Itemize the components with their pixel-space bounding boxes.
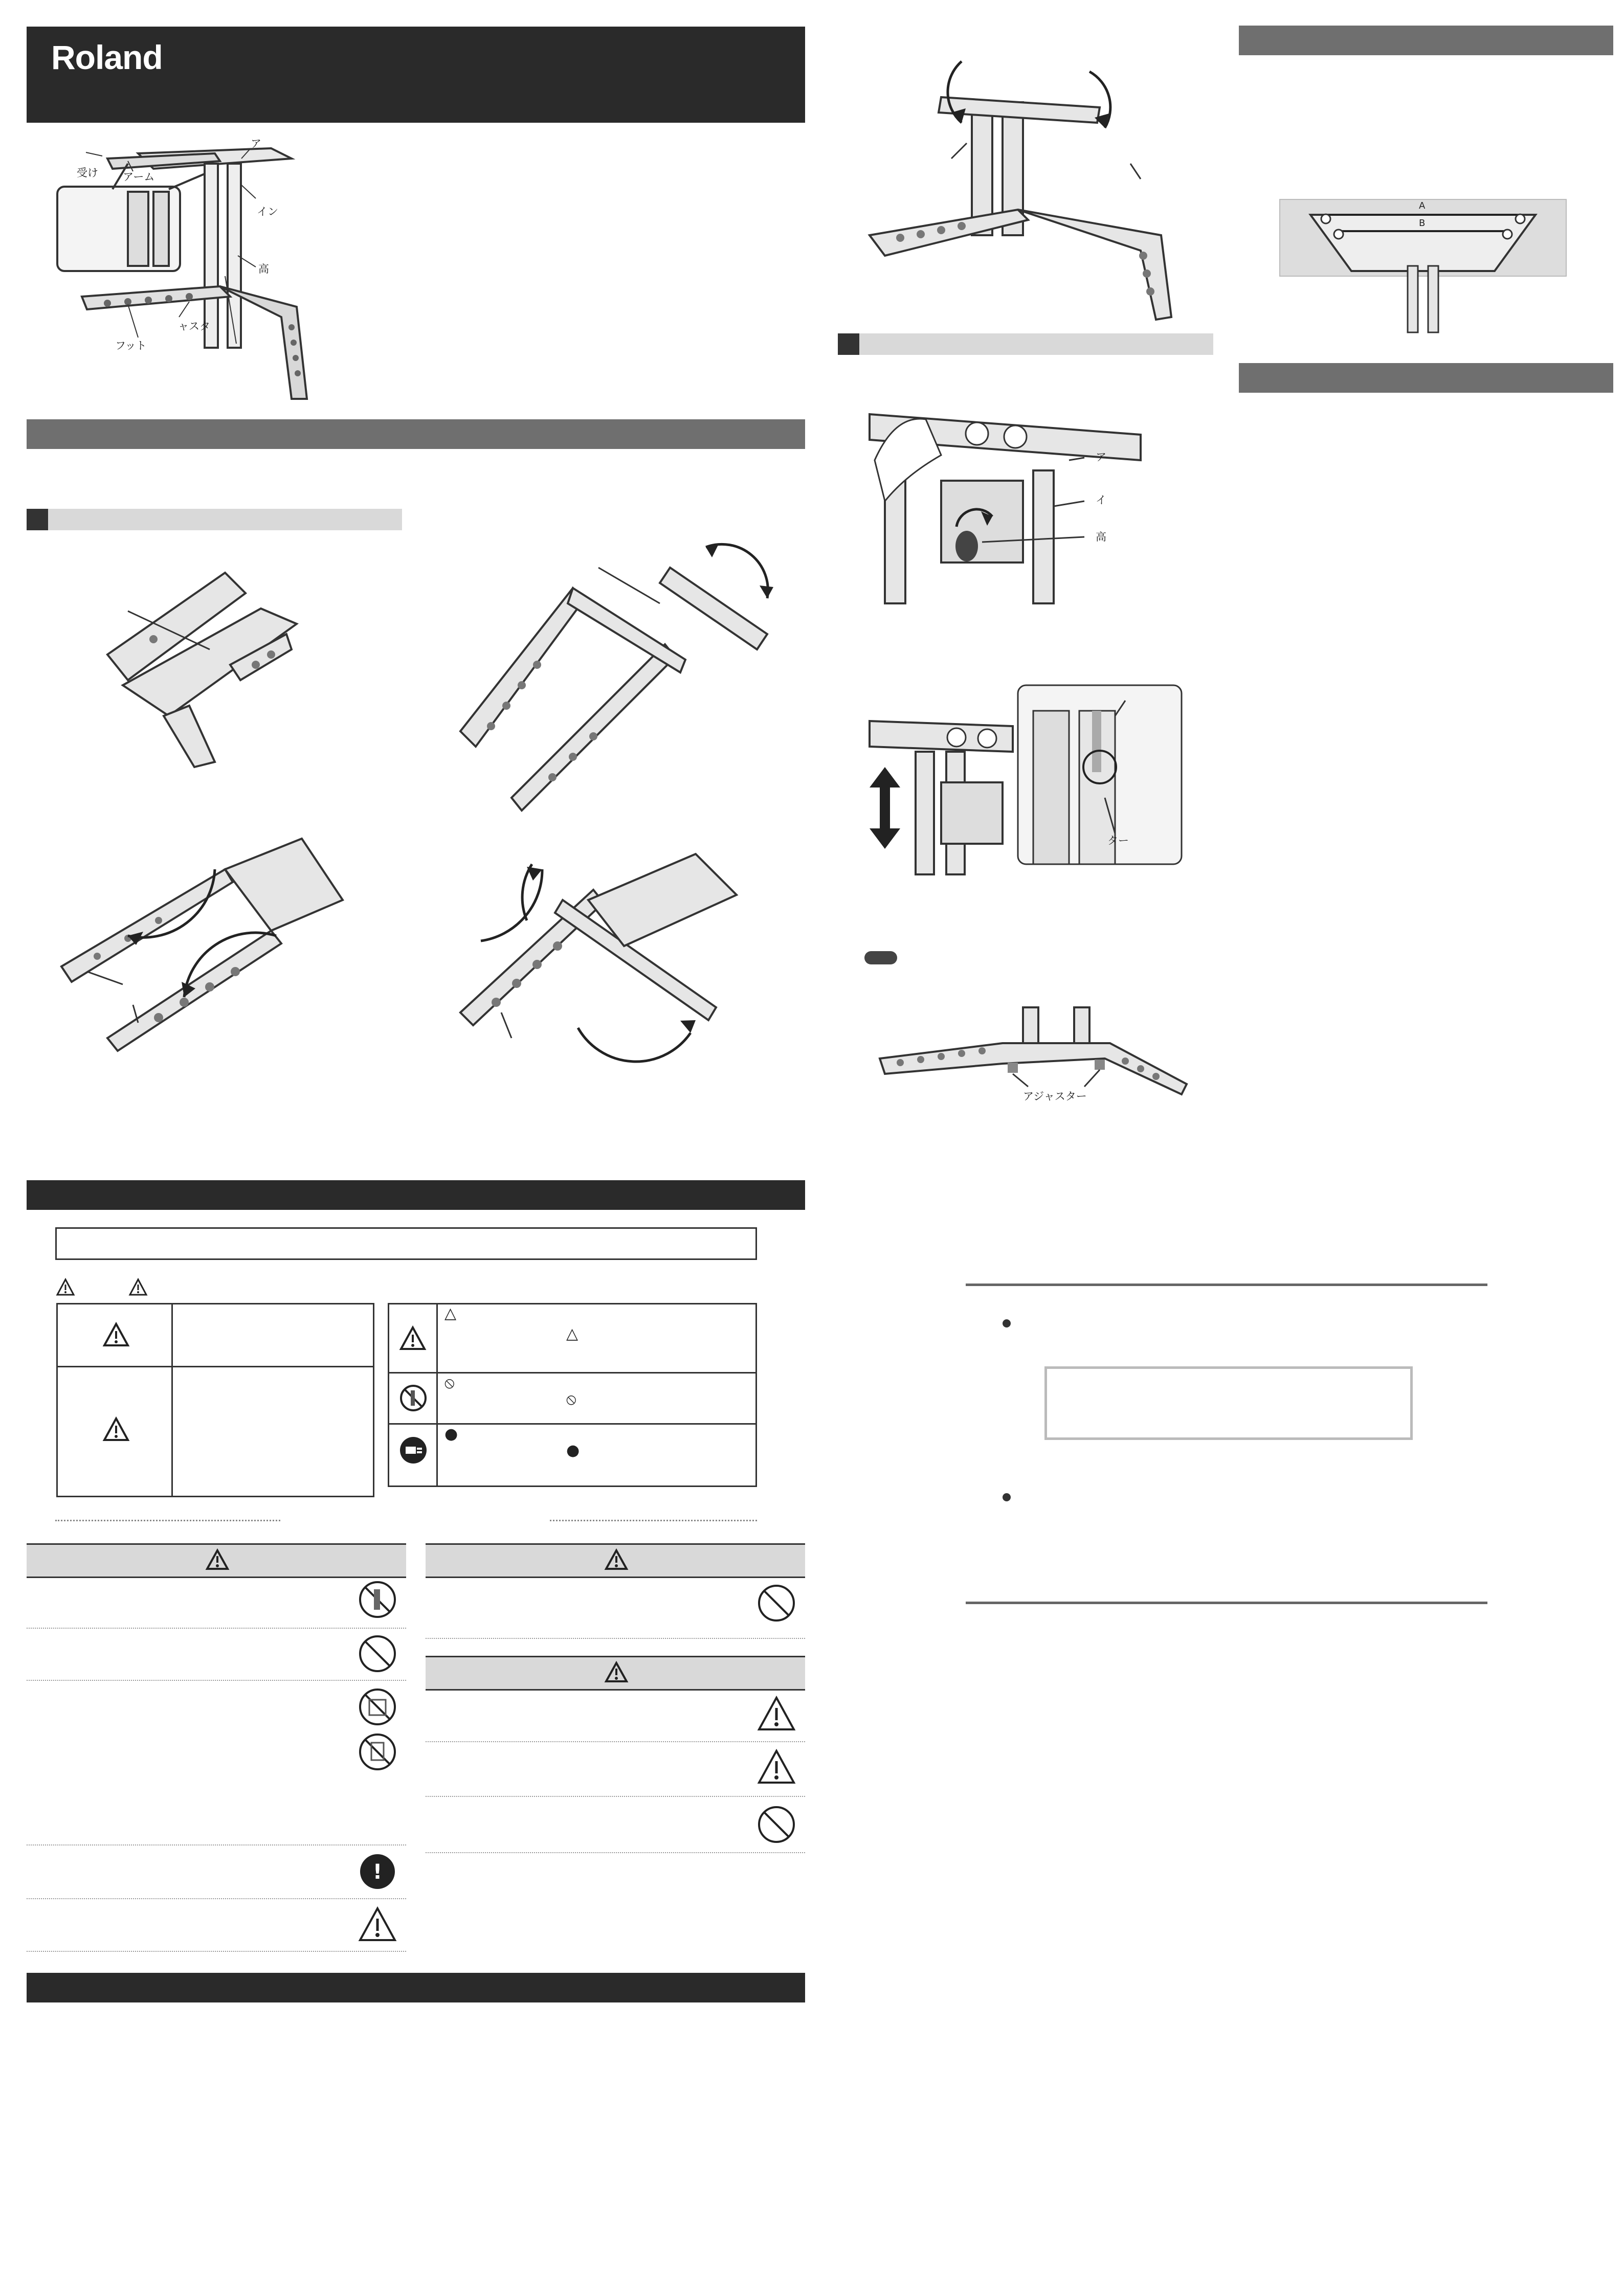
bullet-2	[1003, 1493, 1011, 1501]
fold-out-illustration	[864, 41, 1192, 327]
section-bar-arm-width	[1239, 26, 1613, 55]
row-separator	[426, 1852, 805, 1853]
prohibited-icon	[757, 1584, 796, 1623]
part-label-arm: アーム	[123, 171, 155, 183]
height-adjust-illustration	[864, 404, 1151, 609]
memo-badge	[864, 951, 897, 964]
warning-icon	[605, 1549, 628, 1570]
warning-icon	[103, 1322, 129, 1347]
part-label-foot: フット	[115, 340, 147, 352]
warning-header	[27, 1543, 406, 1578]
subsection-bar	[859, 333, 1213, 355]
section-bar-assembly	[27, 419, 805, 449]
section-bar-safety	[27, 1180, 805, 1210]
caution-icon	[757, 1749, 796, 1785]
adjuster-illustration	[870, 1002, 1197, 1115]
adjust-label-i: イ	[1096, 494, 1106, 506]
row-separator	[426, 1796, 805, 1797]
row-separator	[27, 1680, 406, 1681]
dotted-separator	[550, 1520, 757, 1521]
section-bar-notes	[1239, 363, 1613, 393]
symbol-mandatory-marker-inline: ●	[566, 1442, 580, 1459]
caution-icon	[757, 1696, 796, 1731]
step-illustration-1	[92, 562, 307, 777]
no-water-icon	[358, 1687, 397, 1726]
caution-header	[426, 1656, 805, 1691]
danger-levels-box	[56, 1303, 374, 1497]
subsection-bar	[48, 509, 402, 530]
part-label-receiver: 受け	[77, 167, 98, 179]
part-label-in: イン	[257, 206, 278, 218]
row-separator	[426, 1638, 805, 1639]
warning-icon	[206, 1549, 229, 1570]
width-label-a: A	[1419, 200, 1426, 211]
row-separator	[27, 1951, 406, 1952]
adjust-label-height: 高	[1096, 531, 1106, 543]
row-separator	[426, 1741, 805, 1742]
no-disassembly-icon	[358, 1580, 397, 1619]
adjuster-label: アジャスター	[1023, 1090, 1087, 1102]
symbol-legend-box	[388, 1303, 757, 1487]
prohibited-icon	[358, 1634, 397, 1673]
step-illustration-4	[450, 839, 767, 1069]
parts-diagram	[51, 133, 338, 409]
part-label-caster: ャスタ	[178, 320, 210, 332]
caution-icon	[605, 1661, 628, 1683]
notice-frame	[55, 1227, 757, 1260]
symbol-prohibit-marker-inline: ⦸	[566, 1390, 576, 1408]
subsection-marker	[27, 509, 48, 530]
symbol-prohibit-marker: ⦸	[444, 1374, 455, 1392]
brand-logo: Roland	[51, 38, 163, 76]
arm-width-illustration	[1280, 199, 1566, 332]
warning-icon	[56, 1278, 75, 1296]
note-top-rule	[966, 1284, 1487, 1286]
mandatory-mark: !	[372, 1860, 383, 1884]
row-separator	[27, 1898, 406, 1899]
note-bottom-rule	[966, 1602, 1487, 1604]
warning-header-2	[426, 1543, 805, 1578]
row-separator	[27, 1628, 406, 1629]
step-illustration-2	[450, 527, 777, 813]
mandatory-icon	[358, 1852, 397, 1891]
attention-icon	[399, 1326, 426, 1350]
note-inner-box	[1044, 1366, 1413, 1440]
header-bar	[27, 27, 805, 123]
symbol-triangle-marker: △	[444, 1304, 457, 1322]
bullet-1	[1003, 1319, 1011, 1327]
part-label-height: 高	[258, 263, 269, 275]
symbol-mandatory-marker: ●	[444, 1425, 458, 1443]
step-illustration-3	[56, 813, 363, 1053]
caution-icon	[358, 1906, 397, 1942]
no-wet-hands-icon	[358, 1732, 397, 1771]
dotted-separator	[55, 1520, 280, 1521]
symbol-triangle-marker-inline: △	[566, 1325, 579, 1343]
slide-adjust-illustration	[864, 680, 1187, 874]
caution-icon	[129, 1278, 147, 1296]
prohibited-icon	[757, 1805, 796, 1844]
section-bar-specs	[27, 1973, 805, 2002]
width-label-b: B	[1419, 218, 1426, 229]
part-label-a: ア	[251, 138, 261, 150]
no-disassembly-icon	[399, 1384, 427, 1412]
subsection-marker	[838, 333, 859, 355]
row-separator	[27, 1844, 406, 1845]
adjust-label-a: ア	[1096, 451, 1106, 463]
adjust-label-stopper: ター	[1107, 835, 1129, 847]
unplug-icon	[398, 1435, 428, 1465]
caution-icon	[103, 1417, 129, 1442]
